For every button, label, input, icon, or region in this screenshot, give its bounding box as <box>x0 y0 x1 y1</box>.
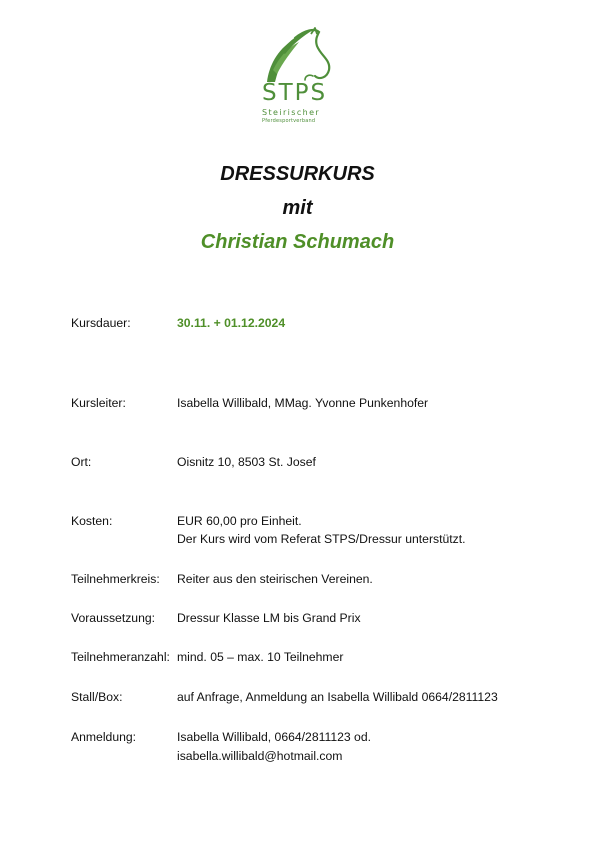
value-voraussetzung: Dressur Klasse LM bis Grand Prix <box>177 611 361 625</box>
value-anmeldung-1: Isabella Willibald, 0664/2811123 od. <box>177 730 372 744</box>
label-ort: Ort: <box>71 455 92 469</box>
value-kursleiter: Isabella Willibald, MMag. Yvonne Punkenhofer <box>177 396 429 410</box>
logo-subtitle: Steirischer <box>262 108 321 117</box>
label-voraussetzung: Voraussetzung: <box>71 611 156 625</box>
instructor-name: Christian Schumach <box>200 231 395 253</box>
value-kursdauer: 30.11. + 01.12.2024 <box>177 316 286 330</box>
label-stallbox: Stall/Box: <box>71 690 123 704</box>
label-kursleiter: Kursleiter: <box>71 396 126 410</box>
label-kursdauer: Kursdauer: <box>71 316 131 330</box>
document-title <box>0 157 595 259</box>
value-kosten-2: Der Kurs wird vom Referat STPS/Dressur unterstützt. <box>177 532 466 546</box>
value-teilnehmeranzahl: mind. 05 – max. 10 Teilnehmer <box>177 650 344 664</box>
value-ort: Oisnitz 10, 8503 St. Josef <box>177 455 316 469</box>
value-kosten-1: EUR 60,00 pro Einheit. <box>177 514 302 528</box>
horse-head-icon <box>255 26 341 86</box>
label-teilnehmerkreis: Teilnehmerkreis: <box>71 572 160 586</box>
label-kosten: Kosten: <box>71 514 113 528</box>
stps-logo <box>255 26 341 128</box>
value-stallbox: auf Anfrage, Anmeldung an Isabella Willibald 0664/2811123 <box>177 690 498 704</box>
title-line-2: mit <box>282 197 313 219</box>
value-anmeldung-email: isabella.willibald@hotmail.com <box>177 749 343 763</box>
label-teilnehmeranzahl: Teilnehmeranzahl: <box>71 650 170 664</box>
logo-acronym: STPS <box>262 80 328 106</box>
label-anmeldung: Anmeldung: <box>71 730 137 744</box>
logo-subtitle-small: Pferdesportverband <box>262 118 316 124</box>
title-line-1: DRESSURKURS <box>220 163 375 185</box>
value-teilnehmerkreis: Reiter aus den steirischen Vereinen. <box>177 572 373 586</box>
